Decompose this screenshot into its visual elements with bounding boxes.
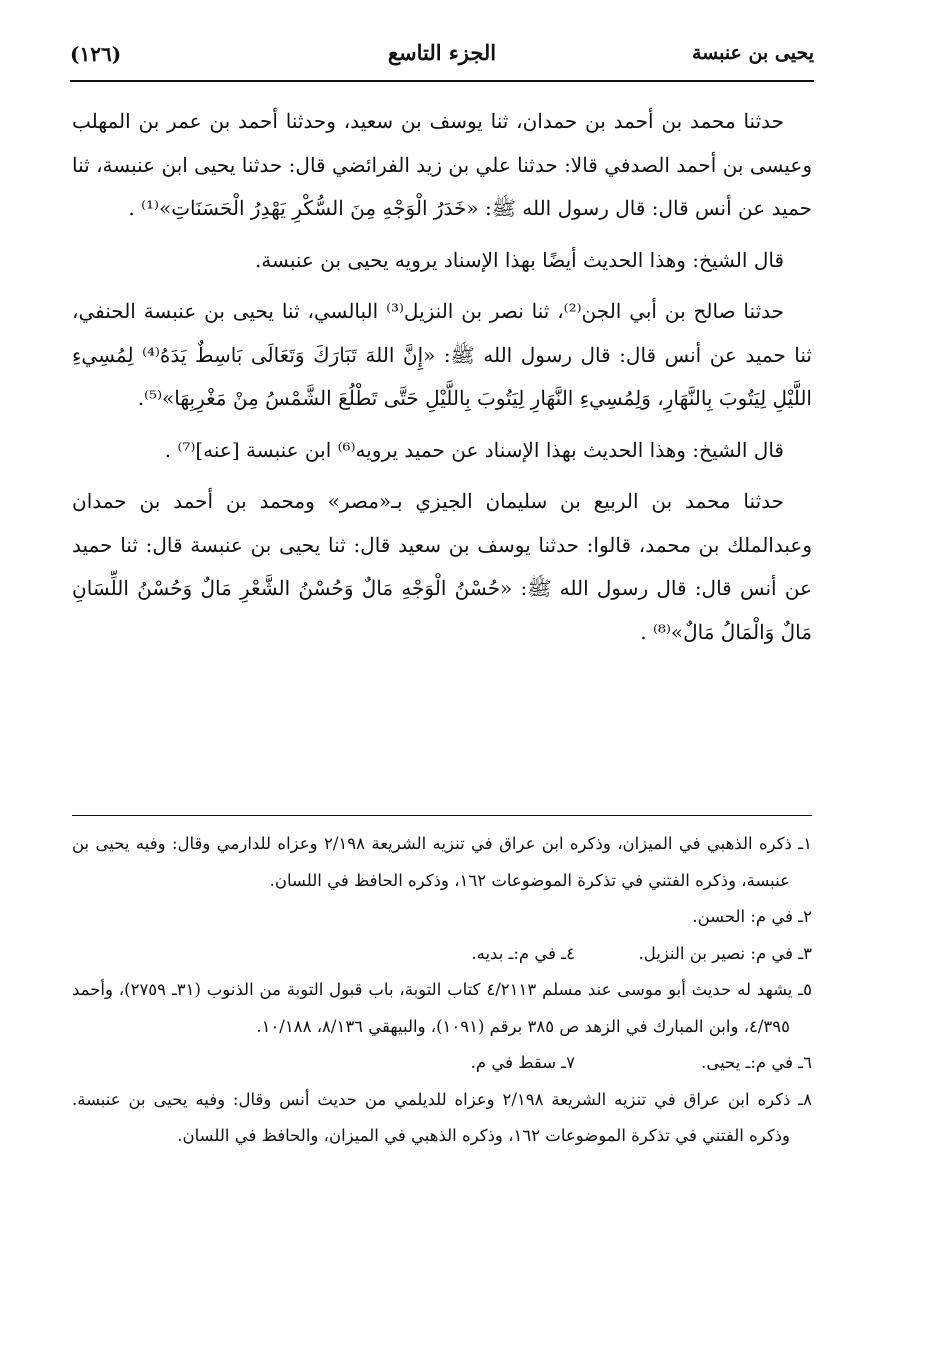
footnote-6: ٦ـ في م:ـ يحيى.: [701, 1053, 812, 1072]
footnote-4: ٤ـ في م:ـ بديه.: [471, 943, 575, 963]
footnote-rule: [72, 815, 812, 816]
paragraph-commentary-2: قال الشيخ: وهذا الحديث بهذا الإسناد عن حميد يرويه⁽⁶⁾ ابن عنبسة [عنه]⁽⁷⁾ .: [164, 437, 784, 462]
footnote-row-3-4: [72, 936, 812, 973]
paragraph-hadith-3: حدثنا محمد بن الربيع بن سليمان الجيزي بـ«مصر» ومحمد بن أحمد بن حمدان وعبدالملك بن محمد، قالوا: حدثنا يوسف بن سعيد قال: ثنا يحيى بن عنبسة قال: ثنا حميد عن أنس قال: قال رسول الله ﷺ: «حُسْنُ الْوَجْهِ مَالٌ وَحُسْنُ الشَّعْرِ مَالٌ وَحُسْنُ اللِّسَانِ مَالٌ وَالْمَالُ مَالٌ»⁽⁸⁾ .: [72, 489, 812, 644]
running-head-volume: الجزء التاسع: [387, 40, 497, 65]
page-header: [70, 38, 814, 80]
footnote-5: ٥ـ يشهد له حديث أبو موسى عند مسلم ٤/٢١١٣ كتاب التوبة، باب قبول التوبة من الذنوب (٣١ـ ٢٧٥٩)، وأحمد ٤/٣٩٥، وابن المبارك في الزهد ص ٣٨٥ برقم (١٠٩١)، والبيهقي ٨/١٣٦، ١٠/١٨٨.: [72, 980, 812, 1036]
footnote-2: ٢ـ في م: الحسن.: [692, 907, 812, 926]
main-text: [72, 100, 812, 654]
footnote-8: ٨ـ ذكره ابن عراق في تنزيه الشريعة ٢/١٩٨ وعزاه للديلمي من حديث أنس وقال: وفيه يحيى بن عنبسة. وذكره الفتني في تذكرة الموضوعات ١٦٢، وذكره الذهبي في الميزان، والحافظ في اللسان.: [72, 1089, 812, 1145]
footnotes: [72, 826, 812, 1155]
paragraph-hadith-2: حدثنا صالح بن أبي الجن⁽²⁾، ثنا نصر بن النزيل⁽³⁾ البالسي، ثنا يحيى بن عنبسة الحنفي، ثنا حميد عن أنس قال: قال رسول الله ﷺ: «إِنَّ اللهَ تَبَارَكَ وَتَعَالَى بَاسِطٌ يَدَهُ⁽⁴⁾ لِمُسِيءِ اللَّيْلِ لِيَتُوبَ بِالنَّهَارِ، وَلِمُسِيءِ النَّهَارِ لِيَتُوبَ بِاللَّيْلِ حَتَّى تَطْلُعَ الشَّمْسُ مِنْ مَغْرِبِهَا»⁽⁵⁾.: [72, 299, 813, 410]
page-number: (١٢٦): [70, 42, 122, 66]
footnote-row-6-7: [72, 1045, 812, 1082]
footnote-7: ٧ـ سقط في م.: [470, 1053, 575, 1072]
footnote-3: ٣ـ في م: نصير بن النزيل.: [638, 943, 812, 963]
running-head-chapter: يحيى بن عنبسة: [691, 42, 814, 64]
paragraph-commentary-1: قال الشيخ: وهذا الحديث أيضًا بهذا الإسناد يرويه يحيى بن عنبسة.: [254, 247, 784, 272]
header-rule: [70, 80, 814, 82]
paragraph-hadith-1: حدثنا محمد بن أحمد بن حمدان، ثنا يوسف بن سعيد، وحدثنا أحمد بن عمر بن المهلب وعيسى بن أحمد الصدفي قالا: حدثنا علي بن زيد الفرائضي قال: حدثنا يحيى ابن عنبسة، ثنا حميد عن أنس قال: قال رسول الله ﷺ: «خَدَرُ الْوَجْهِ مِنَ السُّكْرِ يَهْدِرُ الْحَسَنَاتِ»⁽¹⁾ .: [72, 109, 812, 220]
footnote-1: ١ـ ذكره الذهبي في الميزان، وذكره ابن عراق في تنزيه الشريعة ٢/١٩٨ وعزاه للدارمي وقال: وفيه يحيى بن عنبسة، وذكره الفتني في تذكرة الموضوعات ١٦٢، وذكره الحافظ في اللسان.: [72, 834, 812, 890]
